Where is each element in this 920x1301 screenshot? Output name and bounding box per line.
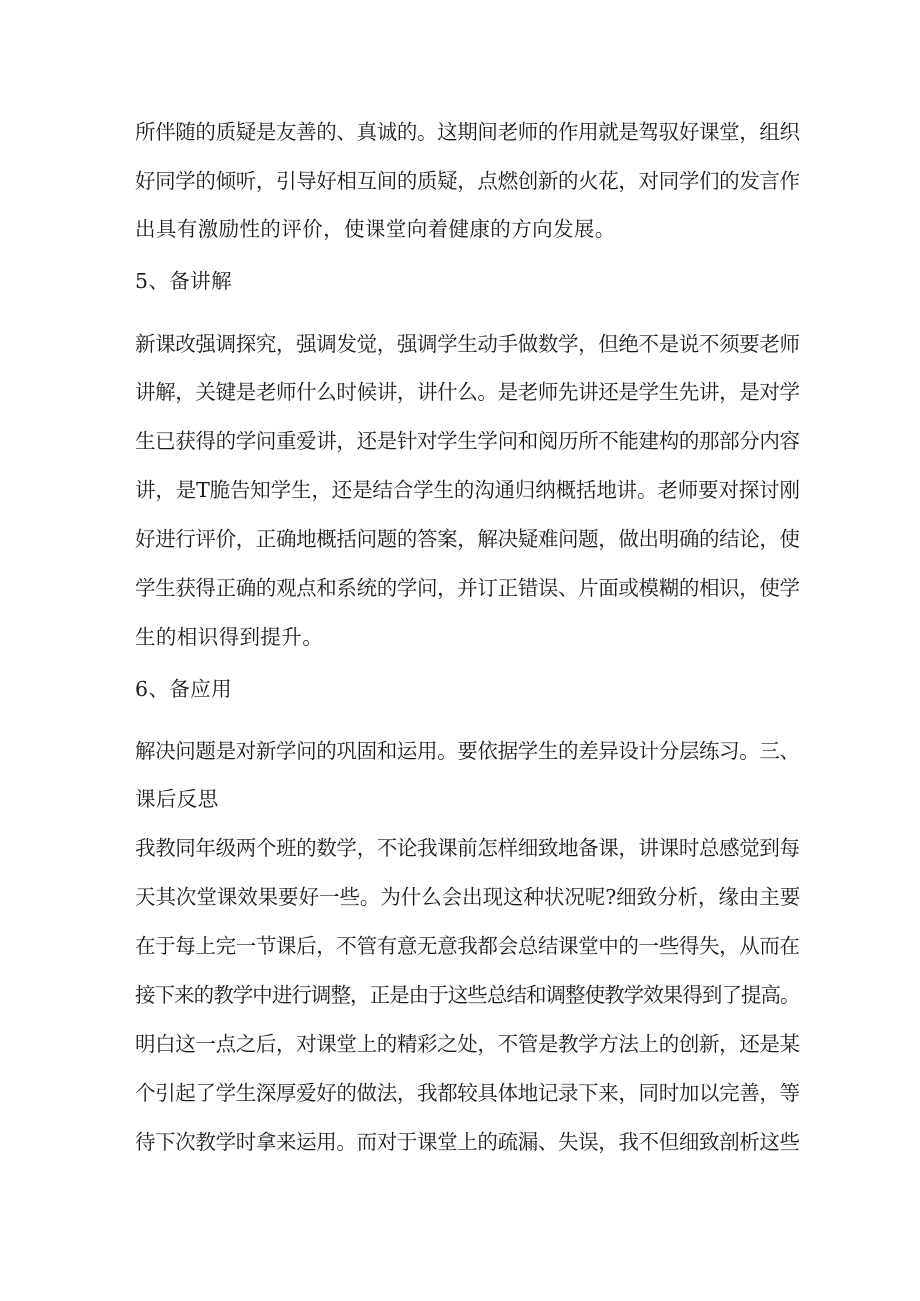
section-heading: 5、备讲解: [135, 269, 233, 293]
section-heading: 课后反思: [135, 787, 219, 811]
paragraph-line: 在于每上完一节课后，不管有意无意我都会总结课堂中的一些得失，从而在: [135, 934, 800, 958]
paragraph-line: 讲，是T脆告知学生，还是结合学生的沟通归纳概括地讲。老师要对探讨刚: [135, 478, 800, 502]
paragraph-line: 出具有激励性的评价，使课堂向着健康的方向发展。: [135, 217, 616, 241]
paragraph-line: 讲解，关键是老师什么时候讲，讲什么。是老师先讲还是学生先讲，是对学: [135, 380, 800, 404]
paragraph-line: 新课改强调探究，强调发觉，强调学生动手做数学，但绝不是说不须要老师: [135, 332, 800, 356]
paragraph-line: 生的相识得到提升。: [135, 625, 324, 649]
paragraph-line: 好同学的倾听，引导好相互间的质疑，点燃创新的火花，对同学们的发言作: [135, 169, 800, 193]
paragraph-line: 生已获得的学问重爱讲，还是针对学生学问和阅历所不能建构的那部分内容: [135, 429, 800, 453]
paragraph-line: 个引起了学生深厚爱好的做法，我都较具体地记录下来，同时加以完善，等: [135, 1081, 800, 1105]
paragraph-line: 接下来的教学中进行调整，正是由于这些总结和调整使教学效果得到了提高。: [135, 983, 800, 1007]
paragraph-line: 明白这一点之后，对课堂上的精彩之处，不管是教学方法上的创新，还是某: [135, 1032, 800, 1056]
paragraph-line: 我教同年级两个班的数学，不论我课前怎样细致地备课，讲课时总感觉到每: [135, 836, 800, 860]
section-heading: 6、备应用: [135, 677, 233, 701]
paragraph-line: 好进行评价，正确地概括问题的答案，解决疑难问题，做出明确的结论，使: [135, 527, 800, 551]
paragraph-line: 天其次堂课效果要好一些。为什么会出现这种状况呢?细致分析，缘由主要: [135, 885, 801, 909]
paragraph-line: 所伴随的质疑是友善的、真诚的。这期间老师的作用就是驾驭好课堂，组织: [135, 120, 800, 144]
paragraph-line: 待下次教学时拿来运用。而对于课堂上的疏漏、失误，我不但细致剖析这些: [135, 1130, 800, 1154]
paragraph-line: 解决问题是对新学问的巩固和运用。要依据学生的差异设计分层练习。三、: [135, 739, 800, 763]
paragraph-line: 学生获得正确的观点和系统的学问，并订正错误、片面或模糊的相识，使学: [135, 576, 800, 600]
